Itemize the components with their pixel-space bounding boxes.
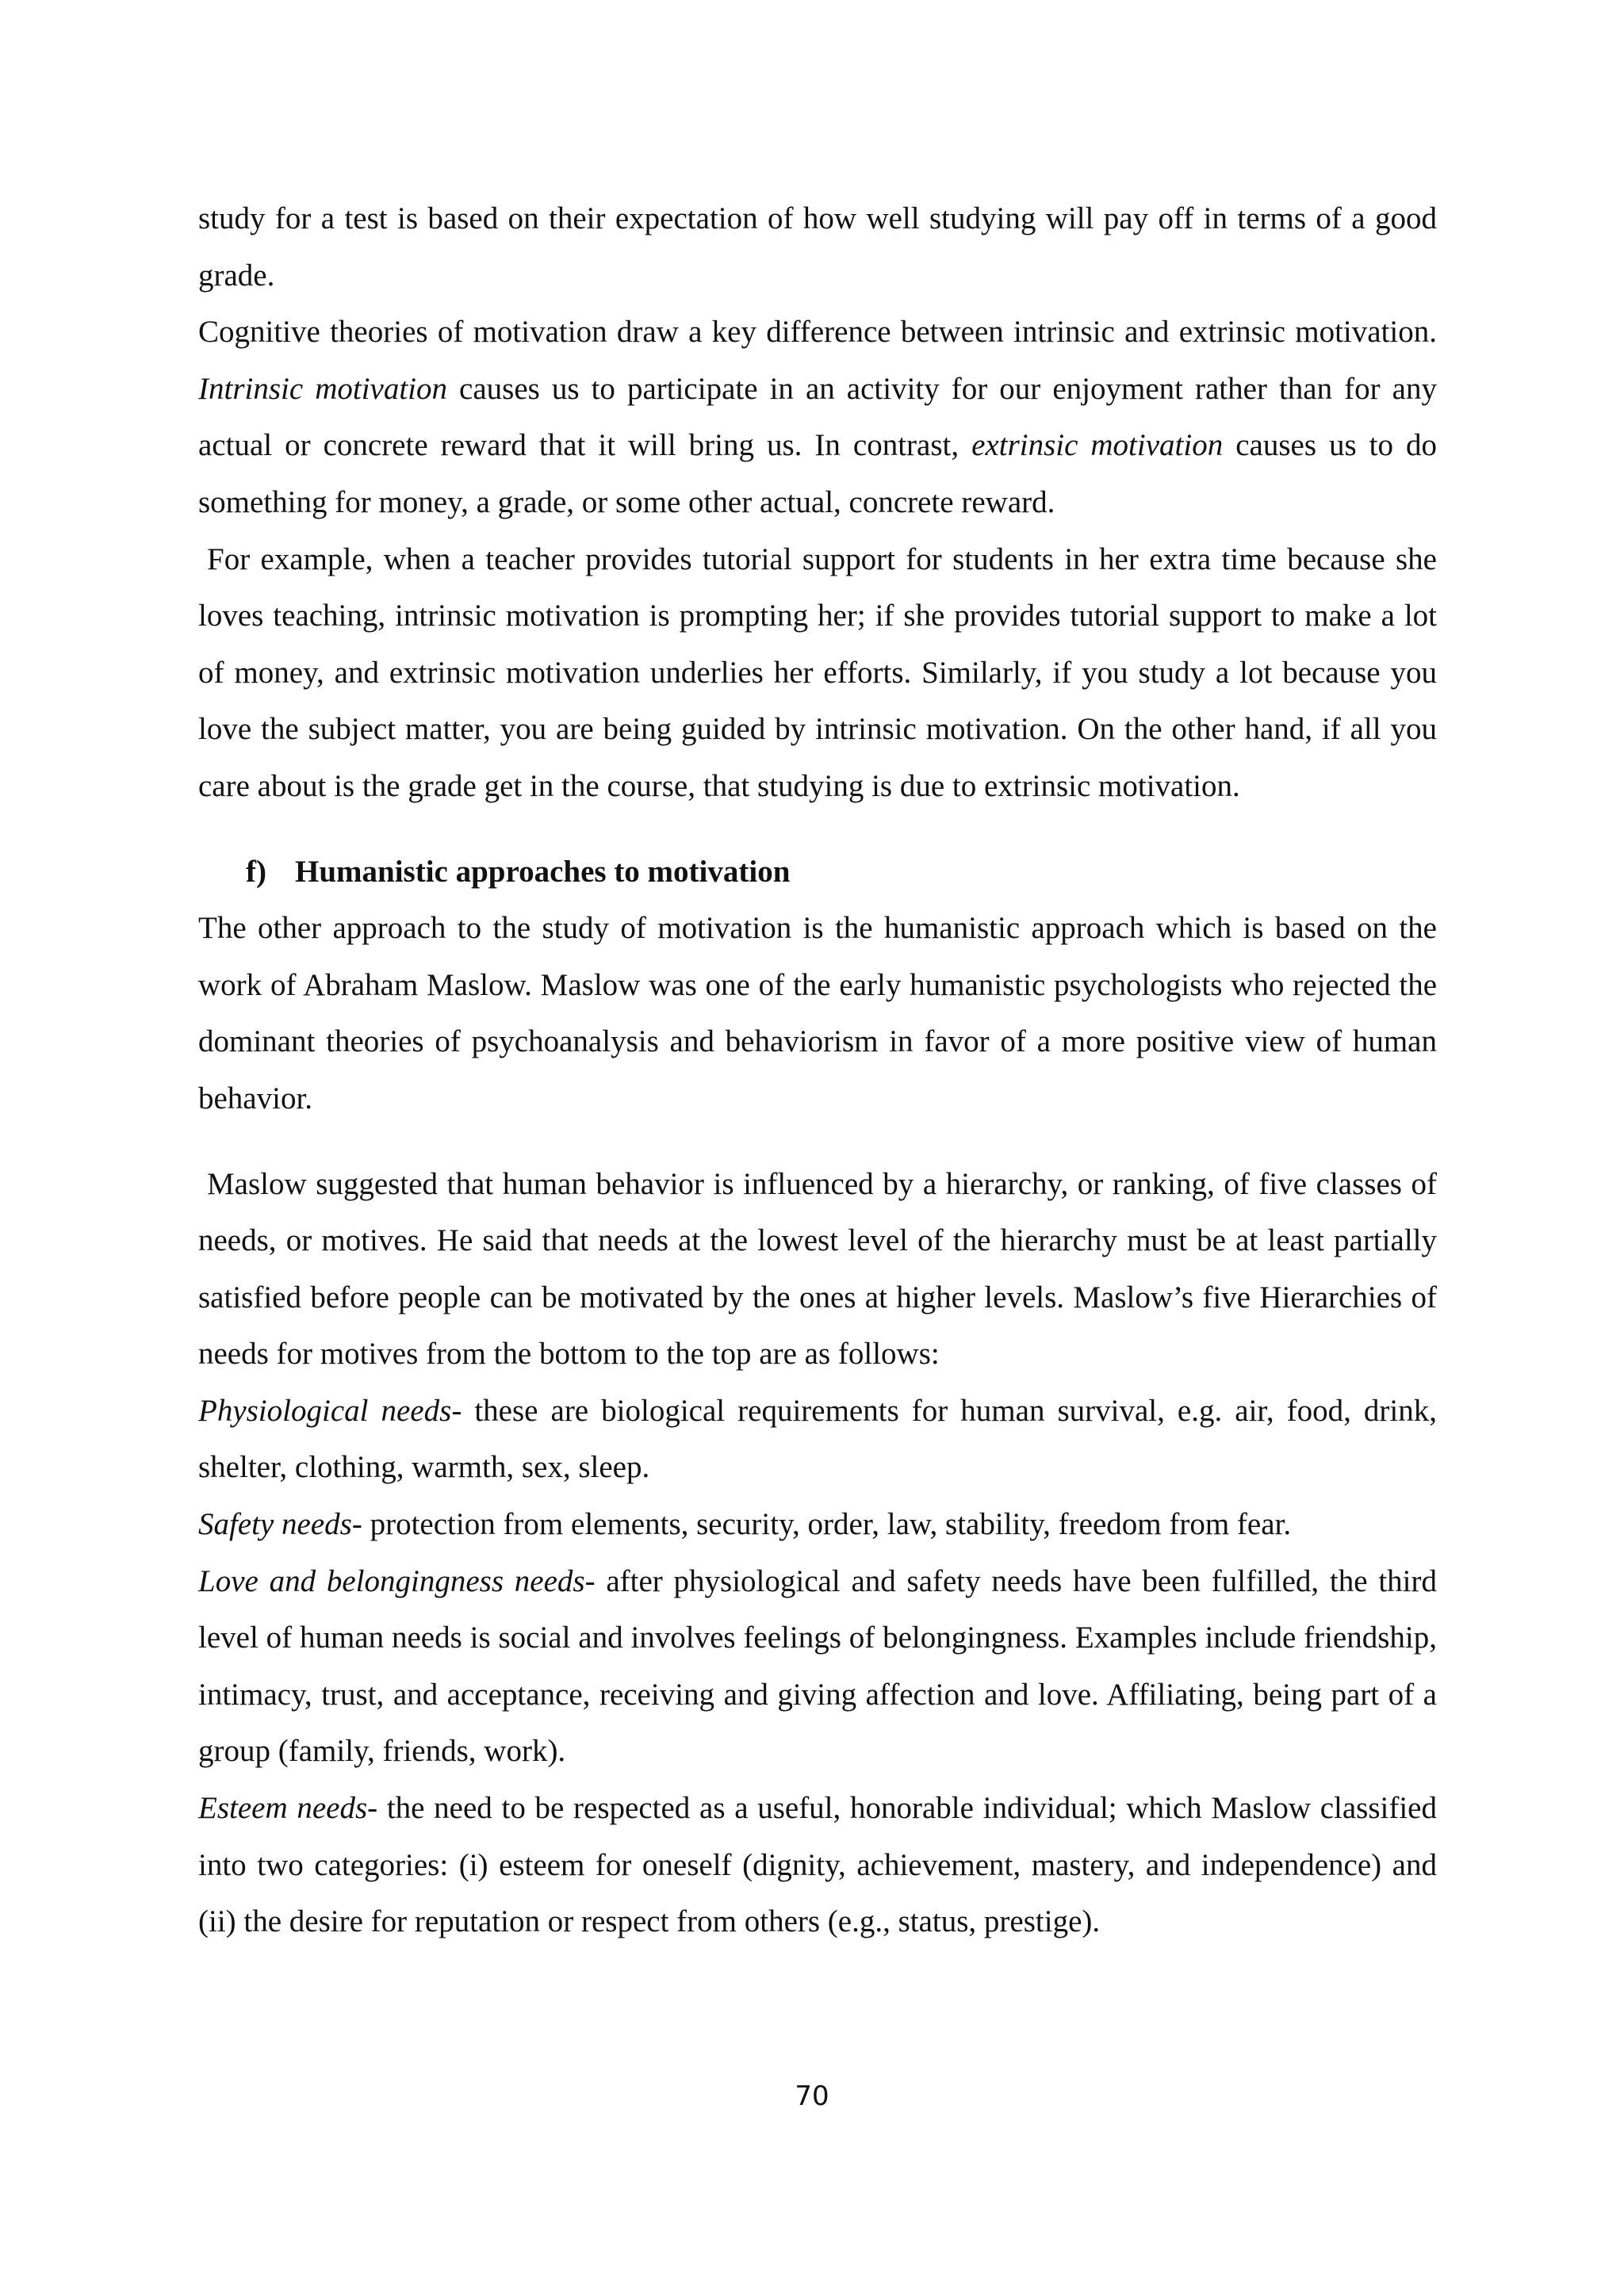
need-term: Love and belongingness needs	[198, 1563, 585, 1598]
section-heading-humanistic	[198, 844, 1437, 901]
need-term: Safety needs	[198, 1507, 352, 1542]
paragraph-maslow-hierarchy: Maslow suggested that human behavior is influenced by a hierarchy, or ranking, of five classes of needs, or motives. He said that needs at the lowest level of the hierarchy must be at least partially satisfied before people can be motivated by the ones at higher levels. Maslow’s five Hierarchies of needs for motives from the bottom to the top are as follows:	[198, 1166, 1437, 1372]
page-number: 70	[795, 2080, 829, 2112]
need-physiological	[198, 1383, 1437, 1496]
paragraph-expectancy-continuation: study for a test is based on their expectation of how well studying will pay off in terms of a good grade.	[198, 201, 1437, 293]
paragraph-intrinsic-extrinsic	[198, 304, 1437, 530]
need-term: Esteem needs	[198, 1791, 368, 1826]
paragraph-humanistic-approach: The other approach to the study of motivation is the humanistic approach which is based on the work of Abraham Maslow. Maslow was one of the early humanistic psychologists who rejected the dominant theories of psychoanalysis and behaviorism in favor of a more positive view of human behavior.	[198, 911, 1437, 1115]
paragraph-teacher-example: For example, when a teacher provides tutorial support for students in her extra time because she loves teaching, intrinsic motivation is prompting her; if she provides tutorial support to make a lot of money, and extrinsic motivation underlies her efforts. Similarly, if you study a lot because you love the subject matter, you are being guided by intrinsic motivation. On the other hand, if all you care about is the grade get in the course, that studying is due to extrinsic motivation.	[198, 541, 1437, 803]
need-description: - after physiological and safety needs have been fulfilled, the third level of human needs is social and involves feelings of belongingness. Examples include friendship, intimacy, trust, and acceptance, receiving and giving affection and love. Affiliating, being part of a group (family, friends, work).	[198, 1563, 1437, 1769]
paragraph-text: causes us to participate in an activity for our enjoyment rather than for any actual or concrete reward that it will bring us. In contrast,	[198, 371, 1437, 463]
term-extrinsic-motivation: extrinsic motivation	[971, 428, 1224, 463]
need-safety	[198, 1496, 1437, 1553]
paragraph-text: Cognitive theories of motivation draw a key difference between intrinsic and extrinsic motivation.	[198, 315, 1437, 350]
need-description: - these are biological requirements for human survival, e.g. air, food, drink, shelter, clothing, warmth, sex, sleep.	[198, 1393, 1437, 1485]
need-description: - protection from elements, security, order, law, stability, freedom from fear.	[351, 1507, 1292, 1542]
need-love-belongingness	[198, 1553, 1437, 1780]
document-page	[198, 190, 1437, 1950]
need-description: - the need to be respected as a useful, honorable individual; which Maslow classified into two categories: (i) esteem for oneself (dignity, achievement, mastery, and independence) and (ii) the desire for reputation or respect from others (e.g., status, prestige).	[198, 1791, 1437, 1939]
heading-title: Humanistic approaches to motivation	[295, 854, 791, 889]
need-term: Physiological needs	[198, 1393, 452, 1428]
need-esteem	[198, 1780, 1437, 1950]
heading-marker: f)	[246, 854, 266, 889]
paragraph-text: causes us to do something for money, a grade, or some other actual, concrete reward.	[198, 428, 1437, 519]
term-intrinsic-motivation: Intrinsic motivation	[198, 371, 448, 406]
